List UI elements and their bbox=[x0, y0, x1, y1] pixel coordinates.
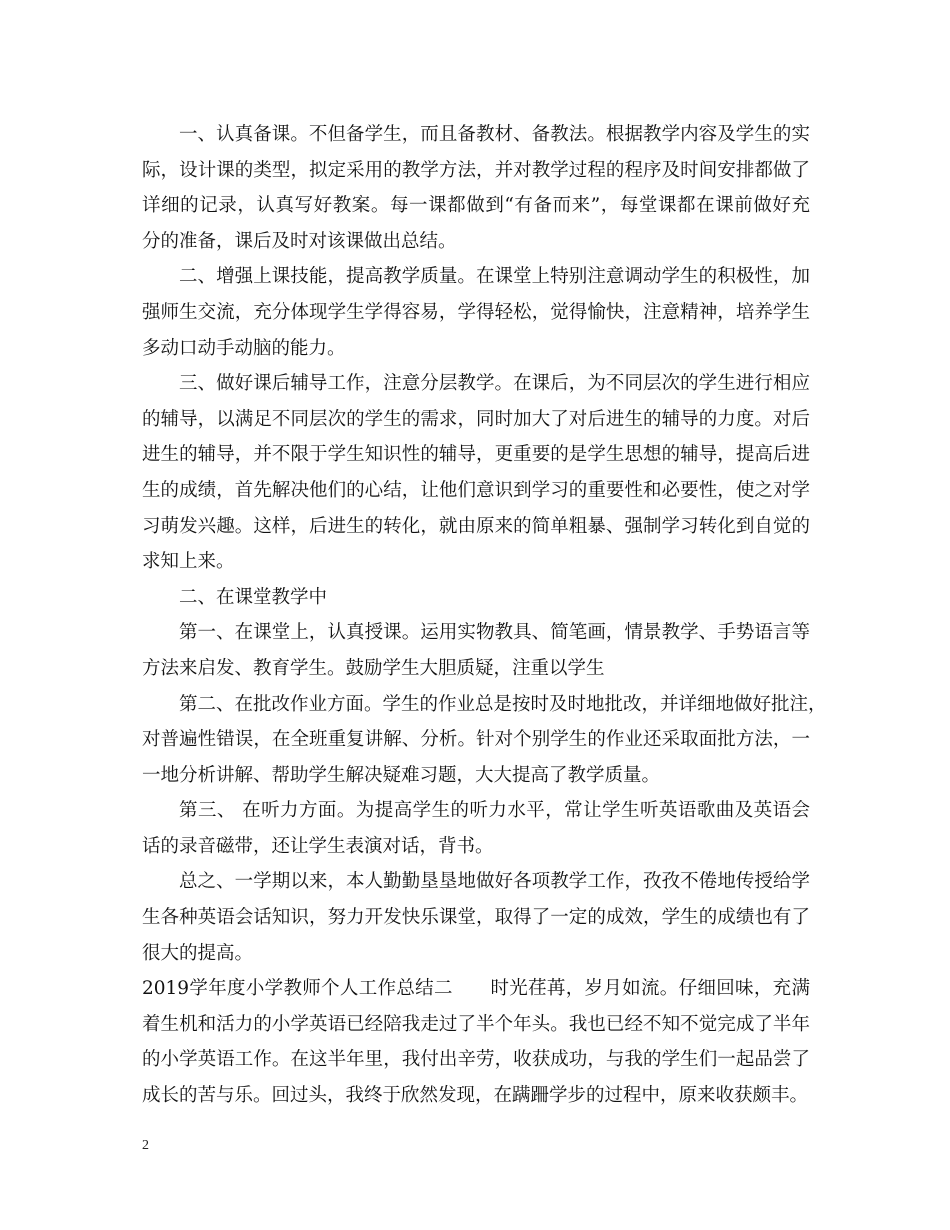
text-line: 二、在课堂教学中 bbox=[179, 586, 328, 608]
text-line: 第三、 在听力方面。为提高学生的听力水平，常让学生听英语歌曲及英语会 bbox=[179, 800, 810, 822]
text-line: 求知上来。 bbox=[142, 551, 235, 573]
text-line: 二、增强上课技能，提高教学质量。在课堂上特别注意调动学生的积极性，加 bbox=[179, 266, 810, 288]
text-line: 成长的苦与乐。回过头，我终于欣然发现，在蹒跚学步的过程中，原来收获颇丰。 bbox=[142, 1085, 809, 1107]
text-line: 第一、在课堂上，认真授课。运用实物教具、简笔画，情景教学、手势语言等 bbox=[179, 622, 810, 644]
text-line: 对普遍性错误，在全班重复讲解、分析。针对个别学生的作业还采取面批方法，一 bbox=[142, 729, 810, 751]
text-line: 着生机和活力的小学英语已经陪我走过了半个年头。我也已经不知不觉完成了半年 bbox=[142, 1013, 810, 1035]
text-line: 进生的辅导，并不限于学生知识性的辅导，更重要的是学生思想的辅导，提高后进 bbox=[142, 444, 810, 466]
text-line: 方法来启发、教育学生。鼓励学生大胆质疑，注重以学生 bbox=[142, 657, 605, 679]
text-line: 的小学英语工作。在这半年里，我付出辛劳，收获成功，与我的学生们一起品尝了 bbox=[142, 1049, 810, 1071]
text-line: 2019学年度小学教师个人工作总结二 时光荏苒，岁月如流。仔细回味，充满 bbox=[142, 978, 810, 1000]
text-line: 际，设计课的类型，拟定采用的教学方法，并对教学过程的程序及时间安排都做了 bbox=[142, 159, 810, 181]
text-line: 生的成绩，首先解决他们的心结，让他们意识到学习的重要性和必要性，使之对学 bbox=[142, 479, 810, 501]
text-line: 的辅导，以满足不同层次的学生的需求，同时加大了对后进生的辅导的力度。对后 bbox=[142, 408, 810, 430]
text-line: 三、做好课后辅导工作，注意分层教学。在课后，为不同层次的学生进行相应 bbox=[179, 373, 810, 395]
text-line: 第二、在批改作业方面。学生的作业总是按时及时地批改，并详细地做好批注， bbox=[179, 693, 827, 715]
page-number: 2 bbox=[142, 1138, 149, 1153]
text-line: 话的录音磁带，还让学生表演对话，背书。 bbox=[142, 835, 494, 857]
text-line: 强师生交流，充分体现学生学得容易，学得轻松，觉得愉快，注意精神，培养学生 bbox=[142, 301, 810, 323]
text-line: 习萌发兴趣。这样，后进生的转化，就由原来的简单粗暴、强制学习转化到自觉的 bbox=[142, 515, 810, 537]
text-line: 生各种英语会话知识，努力开发快乐课堂，取得了一定的成效，学生的成绩也有了 bbox=[142, 907, 810, 929]
text-line: 总之、一学期以来，本人勤勤垦垦地做好各项教学工作，孜孜不倦地传授给学 bbox=[179, 871, 810, 893]
text-line: 一、认真备课。不但备学生，而且备教材、备教法。根据教学内容及学生的实 bbox=[179, 124, 810, 145]
text-line: 多动口动手动脑的能力。 bbox=[142, 337, 346, 359]
document-body bbox=[142, 117, 827, 1114]
text-line: 很大的提高。 bbox=[142, 942, 254, 964]
text-line: 详细的记录，认真写好教案。每一课都做到“有备而来”，每堂课都在课前做好充 bbox=[142, 195, 810, 217]
text-line: 分的准备，课后及时对该课做出总结。 bbox=[142, 230, 457, 252]
text-line: 一地分析讲解、帮助学生解决疑难习题，大大提高了教学质量。 bbox=[142, 764, 661, 786]
